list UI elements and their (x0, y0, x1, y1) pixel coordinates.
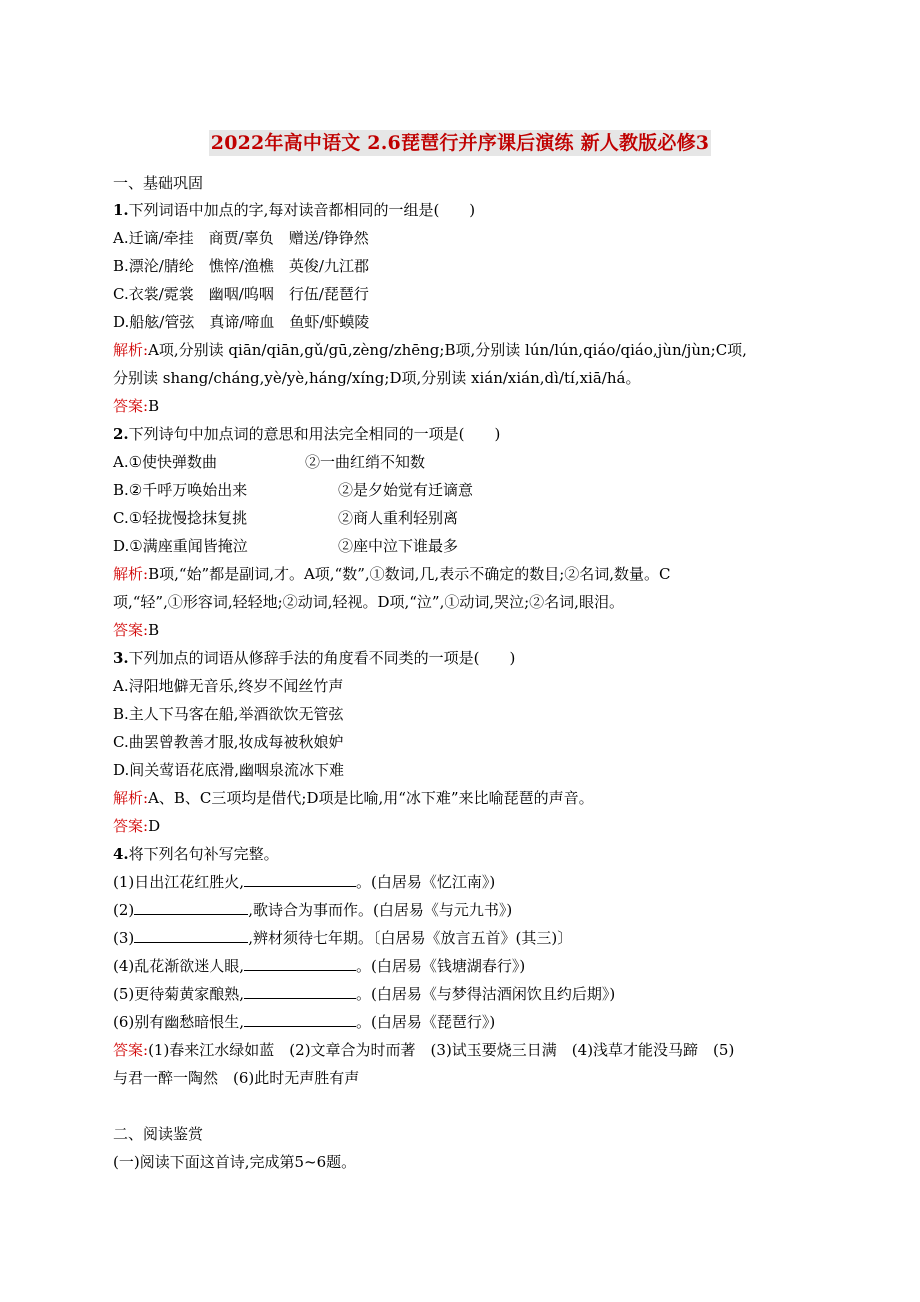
analysis-line: 项,“轻”,①形容词,轻轻地;②动词,轻视。D项,“泣”,①动词,哭泣;②名词,眼泪。 (113, 593, 624, 611)
fill-blank[interactable] (244, 1012, 356, 1027)
fill-prefix: (5)更待菊黄家酿熟, (113, 985, 245, 1003)
fill-prefix: (4)乱花渐欲迷人眼, (113, 957, 245, 975)
option-d-second: ②座中泣下谁最多 (338, 537, 459, 555)
answer-label: 答案: (113, 817, 149, 835)
answer-label: 答案: (113, 1041, 149, 1059)
answer-line (113, 620, 159, 640)
option-b-second: ②是夕始觉有迁谪意 (338, 481, 474, 499)
option-b: B.②千呼万唤始出来 (113, 481, 248, 499)
section-heading-basics: 一、基础巩固 (113, 174, 204, 192)
fill-blank[interactable] (244, 872, 356, 887)
option-c-second: ②商人重利轻别离 (338, 509, 459, 527)
question-1 (113, 200, 475, 220)
fill-suffix: ,辨材须待七年期。〔白居易《放言五首》(其三)〕 (248, 929, 573, 947)
fill-suffix: 。(白居易《琵琶行》) (356, 1013, 496, 1031)
answer-label: 答案: (113, 397, 149, 415)
analysis-line (113, 788, 594, 808)
option-a: A.浔阳地僻无音乐,终岁不闻丝竹声 (113, 677, 344, 695)
answer-line (113, 816, 160, 836)
question-number: 4. (113, 845, 129, 863)
fill-suffix: 。(白居易《忆江南》) (356, 873, 496, 891)
section-heading-reading: 二、阅读鉴赏 (113, 1125, 204, 1143)
option-d: D.①满座重闻皆掩泣 (113, 537, 248, 555)
option-a-second: ②一曲红绡不知数 (305, 453, 426, 471)
answer-line (113, 396, 159, 416)
question-2 (113, 424, 500, 444)
question-stem: 下列诗句中加点词的意思和用法完全相同的一项是( ) (128, 425, 501, 443)
fill-prefix: (6)别有幽愁暗恨生, (113, 1013, 245, 1031)
analysis-line (113, 564, 671, 584)
fill-blank[interactable] (134, 900, 248, 915)
document-title (0, 128, 920, 155)
answer-text: B (148, 621, 160, 639)
answer-line: 与君一醉一陶然 (6)此时无声胜有声 (113, 1069, 360, 1087)
fill-blank[interactable] (244, 984, 356, 999)
option-d: D.间关莺语花底滑,幽咽泉流冰下难 (113, 761, 345, 779)
fill-suffix: ,歌诗合为事而作。(白居易《与元九书》) (248, 901, 513, 919)
fill-suffix: 。(白居易《钱塘湖春行》) (356, 957, 526, 975)
option-c: C.衣裳/霓裳 幽咽/呜咽 行伍/琵琶行 (113, 285, 369, 303)
fill-item-2 (113, 900, 512, 920)
fill-prefix: (1)日出江花红胜火, (113, 873, 245, 891)
analysis-text: A项,分别读 qiān/qiān,gǔ/gū,zèng/zhēng;B项,分别读 lún/lún,qiáo/qiáo,jùn/jùn;C项, (148, 341, 747, 359)
question-number: 3. (113, 649, 129, 667)
question-stem: 将下列名句补写完整。 (128, 845, 279, 863)
question-stem: 下列加点的词语从修辞手法的角度看不同类的一项是( ) (128, 649, 516, 667)
option-b: B.漂沦/腈纶 憔悴/渔樵 英俊/九江郡 (113, 257, 369, 275)
option-c: C.曲罢曾教善才服,妆成每被秋娘妒 (113, 733, 344, 751)
analysis-label: 解析: (113, 341, 149, 359)
analysis-text: B项,“始”都是副词,才。A项,“数”,①数词,几,表示不确定的数目;②名词,数量。C (148, 565, 671, 583)
analysis-label: 解析: (113, 789, 149, 807)
analysis-line: 分别读 shang/cháng,yè/yè,háng/xíng;D项,分别读 xián/xián,dì/tí,xiā/há。 (113, 369, 641, 387)
answer-text: D (148, 817, 161, 835)
question-number: 1. (113, 201, 129, 219)
analysis-text: A、B、C三项均是借代;D项是比喻,用“冰下难”来比喻琵琶的声音。 (148, 789, 594, 807)
fill-prefix: (2) (113, 901, 135, 919)
option-a: A.①使快弹数曲 (113, 453, 218, 471)
fill-blank[interactable] (134, 928, 248, 943)
fill-item-5 (113, 984, 615, 1004)
question-4 (113, 844, 279, 864)
fill-item-4 (113, 956, 525, 976)
document-title-text: 2022年高中语文 2.6琵琶行并序课后演练 新人教版必修3 (210, 132, 710, 154)
answer-text: (1)春来江水绿如蓝 (2)文章合为时而著 (3)试玉要烧三日满 (4)浅草才能没马蹄 (5) (148, 1041, 735, 1059)
answer-text: B (148, 397, 160, 415)
question-stem: 下列词语中加点的字,每对读音都相同的一组是( ) (128, 201, 476, 219)
option-b: B.主人下马客在船,举酒欲饮无管弦 (113, 705, 344, 723)
answer-line (113, 1040, 734, 1060)
question-number: 2. (113, 425, 129, 443)
option-c: C.①轻拢慢捻抹复挑 (113, 509, 248, 527)
fill-blank[interactable] (244, 956, 356, 971)
fill-prefix: (3) (113, 929, 135, 947)
question-3 (113, 648, 515, 668)
fill-item-6 (113, 1012, 495, 1032)
analysis-label: 解析: (113, 565, 149, 583)
option-a: A.迁谪/牵挂 商贾/辜负 赠送/铮铮然 (113, 229, 369, 247)
analysis-line (113, 340, 747, 360)
reading-intro: (一)阅读下面这首诗,完成第5~6题。 (113, 1153, 357, 1171)
fill-suffix: 。(白居易《与梦得沽酒闲饮且约后期》) (356, 985, 616, 1003)
answer-label: 答案: (113, 621, 149, 639)
option-d: D.船舷/管弦 真谛/啼血 鱼虾/虾蟆陵 (113, 313, 370, 331)
fill-item-1 (113, 872, 495, 892)
fill-item-3 (113, 928, 572, 948)
